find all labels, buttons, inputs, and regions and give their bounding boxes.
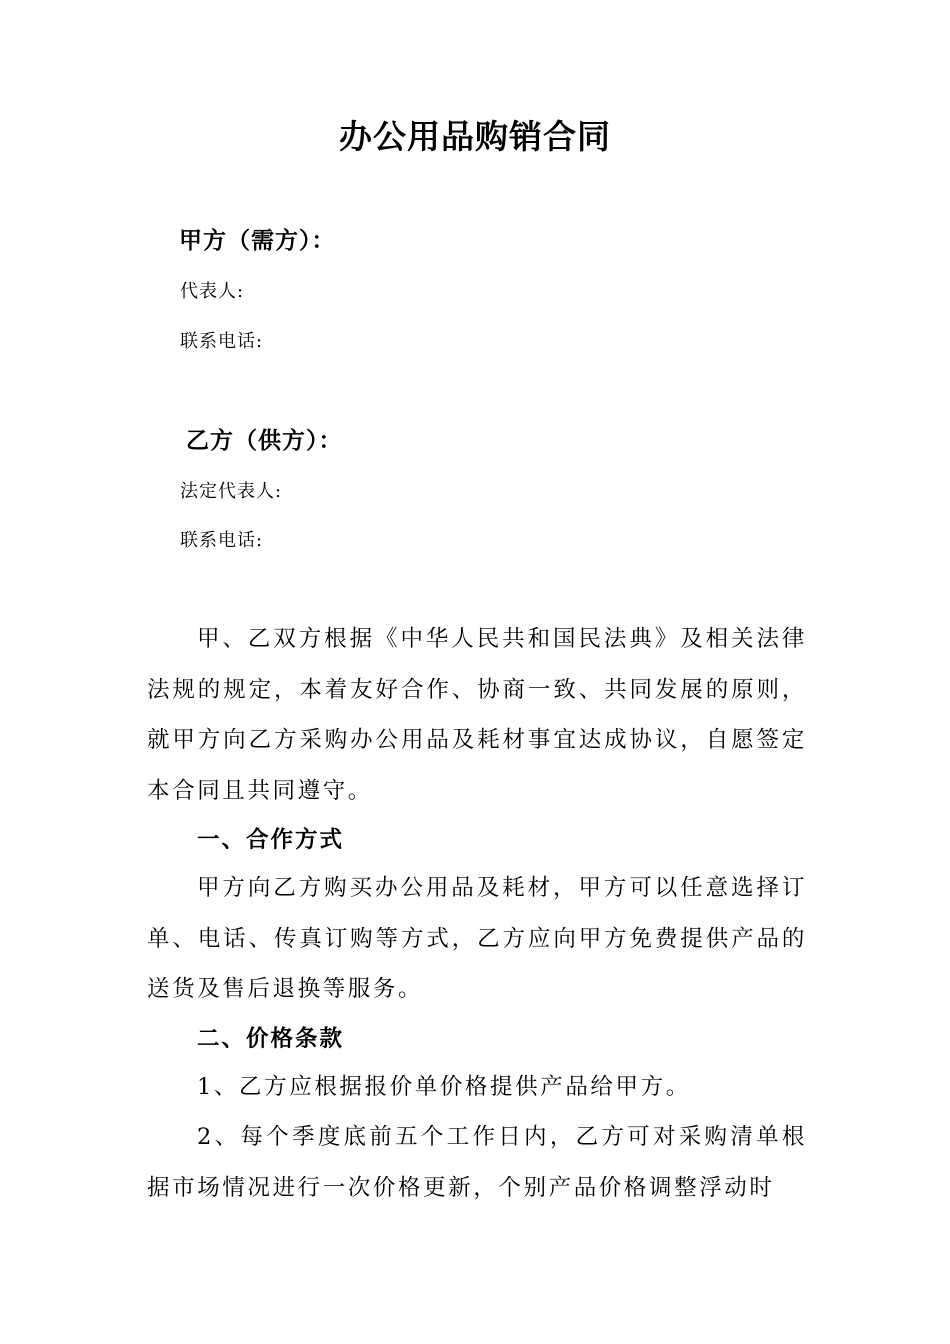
section-1-heading: 一、合作方式 xyxy=(197,827,345,853)
section-2-item-1: 1、乙方应根据报价单价格提供产品给甲方。 xyxy=(197,1074,691,1100)
section-2-heading: 二、价格条款 xyxy=(197,1026,345,1052)
party-b-heading: 乙方（供方）： xyxy=(186,427,343,454)
party-b-representative-label: 法定代表人: xyxy=(180,481,283,502)
section-1-paragraph: 甲方向乙方购买办公用品及耗材，甲方可以任意选择订单、电话、传真订购等方式，乙方应向甲方免费提供产品的送货及售后退换等服务。 xyxy=(147,875,807,1002)
party-a-phone-label: 联系电话: xyxy=(180,331,264,352)
party-b-phone-label: 联系电话: xyxy=(180,530,264,551)
party-a-heading: 甲方（需方）： xyxy=(179,227,336,254)
section-2-item-2: 2、每个季度底前五个工作日内，乙方可对采购清单根据市场情况进行一次价格更新，个别产品价格调整浮动时 xyxy=(147,1124,807,1201)
party-a-representative-label: 代表人: xyxy=(180,281,245,302)
document-title: 办公用品购销合同 xyxy=(339,117,611,156)
preamble-paragraph: 甲、乙双方根据《中华人民共和国民法典》及相关法律法规的规定，本着友好合作、协商一致、共同发展的原则，就甲方向乙方采购办公用品及耗材事宜达成协议，自愿签定本合同且共同遵守。 xyxy=(147,626,807,804)
